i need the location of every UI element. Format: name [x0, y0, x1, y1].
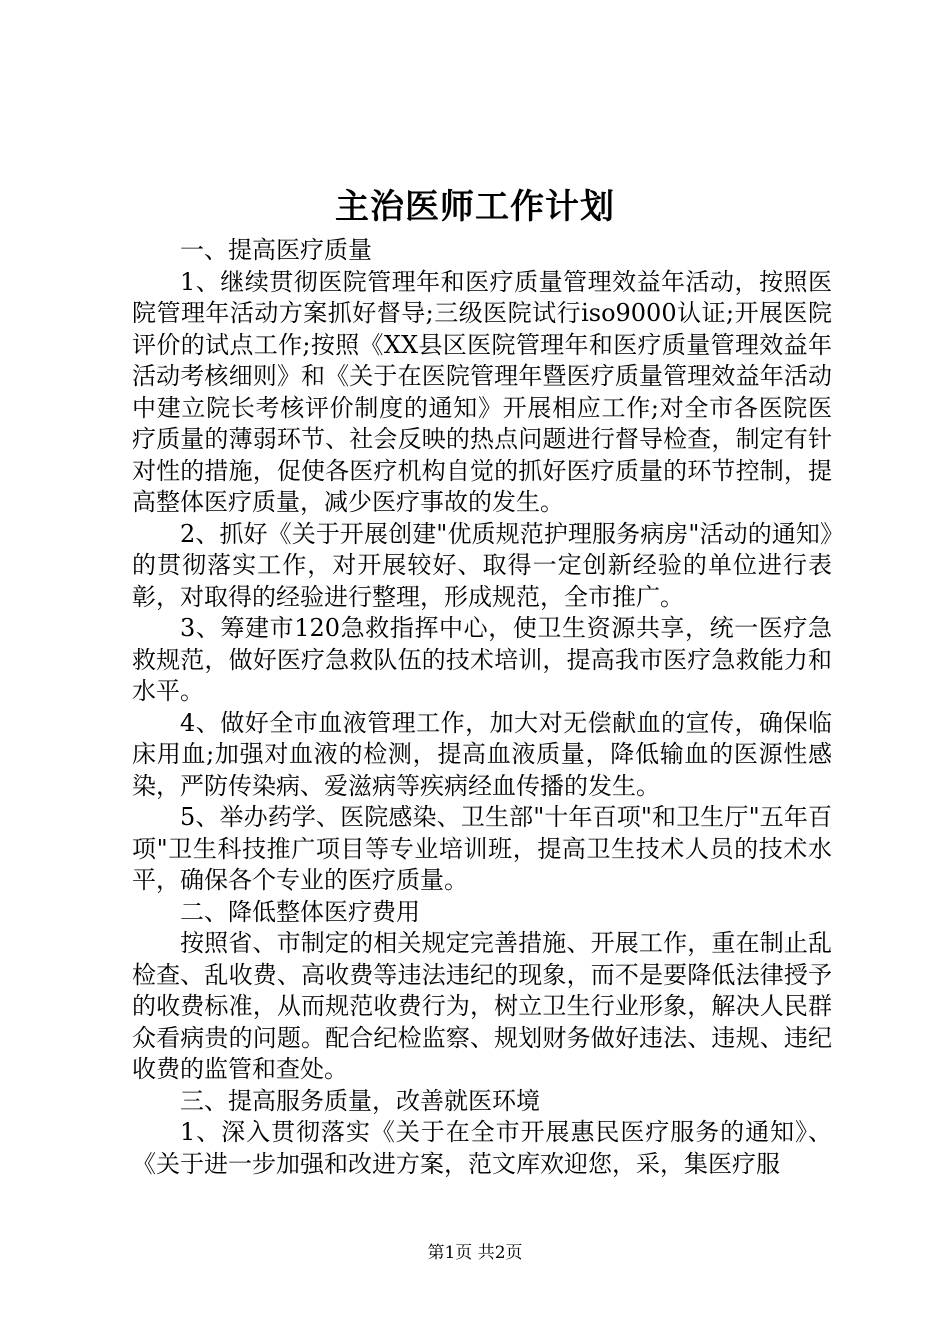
paragraph: 1、继续贯彻医院管理年和医疗质量管理效益年活动，按照医院管理年活动方案抓好督导;三级医院试行iso9000认证;开展医院评价的试点工作;按照《XX县区医院管理年和医疗质量管理效益年活动考核细则》和《关于在医院管理年暨医疗质量管理效益年活动中建立院长考核评价制度的通知》开展相应工作;对全市各医院医疗质量的薄弱环节、社会反映的热点问题进行督导检查，制定有针对性的措施，促使各医疗机构自觉的抓好医疗质量的环节控制，提高整体医疗质量，减少医疗事故的发生。	[132, 267, 832, 516]
paragraph: 2、抓好《关于开展创建"优质规范护理服务病房"活动的通知》的贯彻落实工作，对开展较好、取得一定创新经验的单位进行表彰，对取得的经验进行整理，形成规范，全市推广。	[132, 519, 832, 611]
document-body	[132, 235, 832, 1180]
paragraph: 4、做好全市血液管理工作，加大对无偿献血的宣传，确保临床用血;加强对血液的检测，提高血液质量，降低输血的医源性感染，严防传染病、爱滋病等疾病经血传播的发生。	[132, 708, 832, 800]
section-heading-1: 一、提高医疗质量	[180, 236, 372, 264]
paragraph: 按照省、市制定的相关规定完善措施、开展工作，重在制止乱检查、乱收费、高收费等违法违纪的现象，而不是要降低法律授予的收费标准，从而规范收费行为，树立卫生行业形象，解决人民群众看病贵的问题。配合纪检监察、规划财务做好违法、违规、违纪收费的监管和查处。	[132, 929, 832, 1083]
document-title: 主治医师工作计划	[335, 187, 615, 227]
paragraph: 1、深入贯彻落实《关于在全市开展惠民医疗服务的通知》、《关于进一步加强和改进方案，范文库欢迎您，采，集医疗服	[132, 1118, 832, 1178]
section-heading-2: 二、降低整体医疗费用	[180, 897, 420, 926]
section-heading-3: 三、提高服务质量，改善就医环境	[180, 1086, 540, 1115]
paragraph: 3、筹建市120急救指挥中心，使卫生资源共享，统一医疗急救规范，做好医疗急救队伍的技术培训，提高我市医疗急救能力和水平。	[132, 614, 832, 705]
paragraph: 5、举办药学、医院感染、卫生部"十年百项"和卫生厅"五年百项"卫生科技推广项目等专业培训班，提高卫生技术人员的技术水平，确保各个专业的医疗质量。	[132, 803, 832, 894]
page-footer: 第1页 共2页	[427, 1243, 523, 1263]
